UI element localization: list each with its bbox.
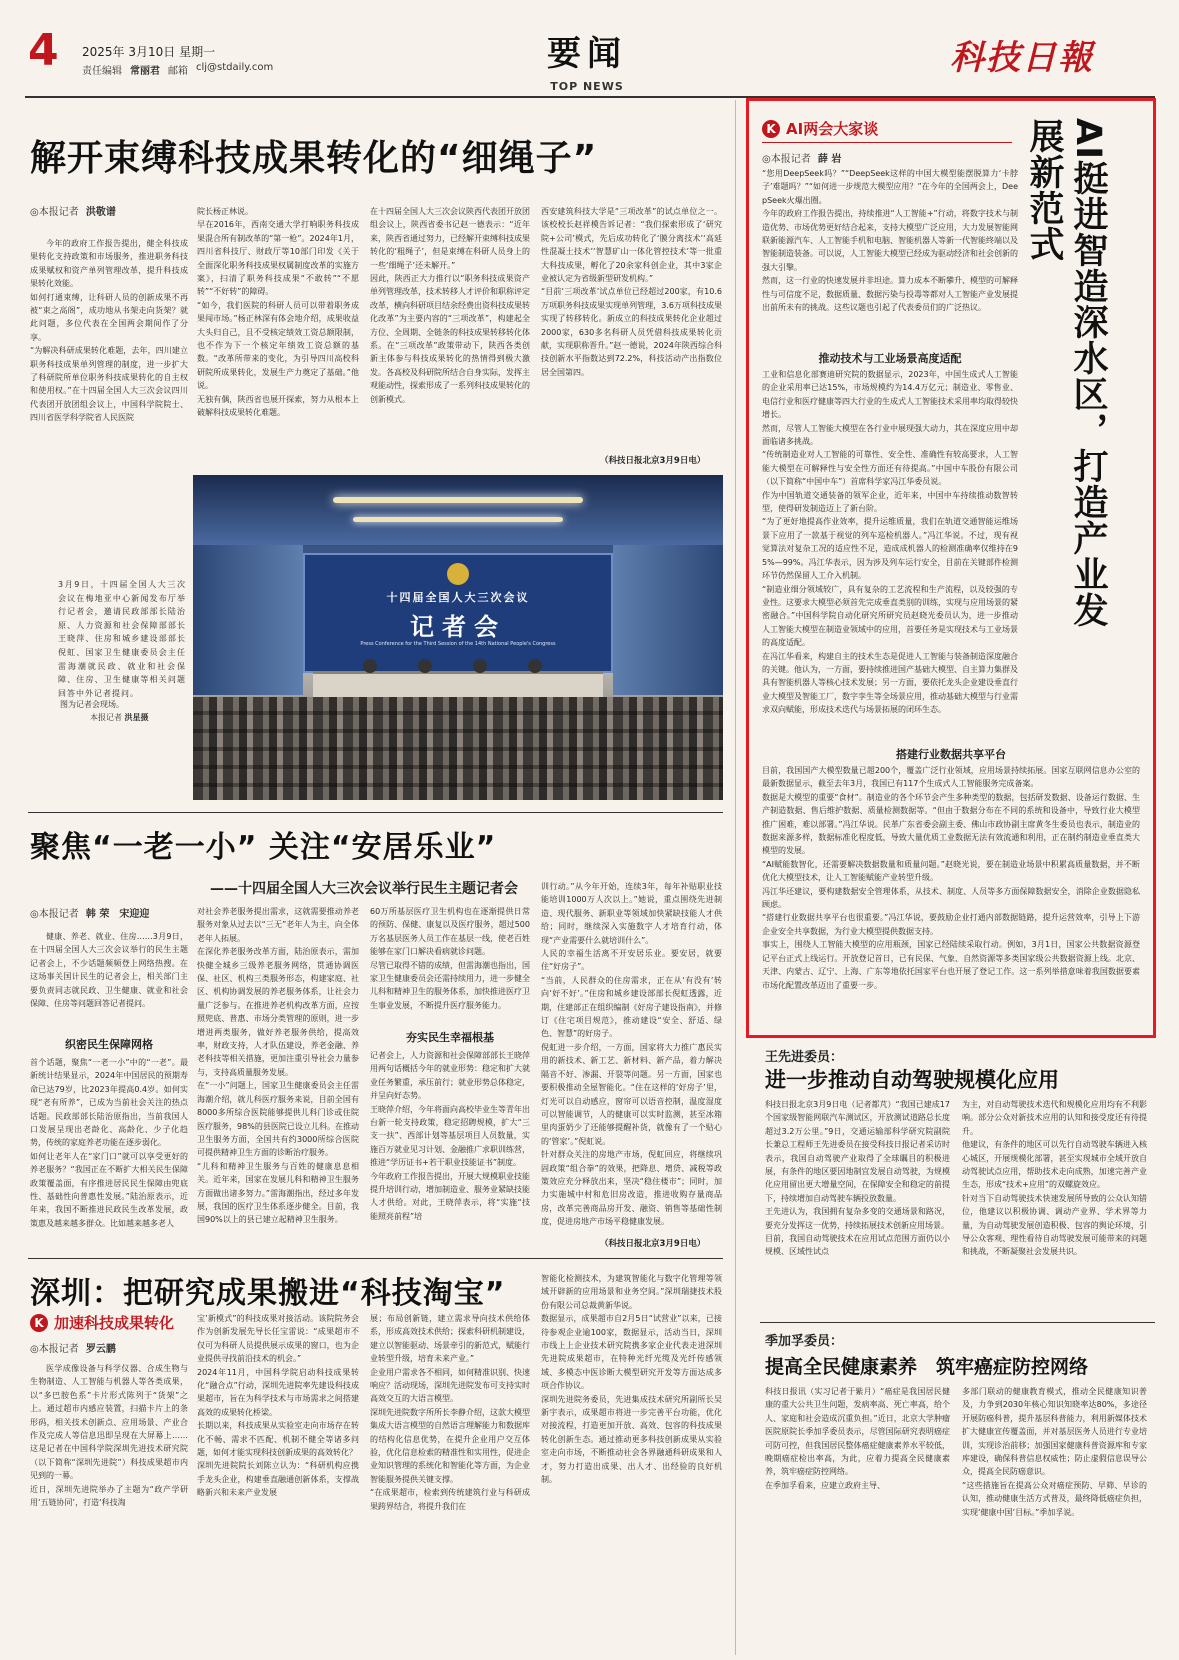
article3-kicker [30, 1312, 174, 1333]
editor-label: 责任编辑 [82, 66, 122, 77]
ai-sidebar-body1-wide [762, 636, 1140, 716]
ceiling [193, 475, 723, 545]
article2-col3 [370, 905, 530, 1250]
ji-col1: 科技日报讯（实习记者于紫月）“癌症是我国居民健康的重大公共卫生问题，发病率高、死亡率高，给个人、家庭和社会造成沉重负担。”近日，北京大学肿瘤医院原院长季加孚委员表示，尽管国际研究表明癌症可防可控，但我国居民整体癌症健康素养水平较低，晚期癌症检出率高，为此，应着力提高全民健康素养，筑牢癌症防控网络。 在季加孚看来，应建立政府主导、 [765, 1387, 950, 1490]
email-label: 邮箱 [168, 66, 188, 77]
article1-dateline: （科技日报北京3月9日电） [600, 456, 706, 466]
article3-col2: 宝’新模式”的科技成果对接活动。该院院务会作为创新发展先导长任宝雷说：“成果超市不仅可为科研人员提供展示成果的窗口，也为企业提供寻找前沿技术的机会。” 2024年11月，中国科学院启动科技成果转化“融合点”行动，深圳先进院率先建设科技成果超市，旨在为科学技术与市场需求之间搭建高效的成果转化桥梁。 长期以来，科技成果从实验室走向市场存在转化不畅、需求不匹配、机制不健全等诸多问题，如何才能实现科技创新成果的高效转化？ 深圳先进院院长刘陈立认为：“科研机构应携手龙头企业，构建垂直融通创新体系，支撑战略新兴和未来产业发展 [197, 1314, 359, 1498]
ji-rule [760, 1322, 1155, 1323]
kicker-label: AI两会大家谈 [786, 120, 879, 138]
article2-col2: 对社会养老服务提出需求，这就需要推动养老服务对象从过去以“三无”老年人为主，向全体老年人拓展。 在深化养老服务改革方面，陆治原表示，需加快健全城乡三级养老服务网络，贯通协调医保、社区、机构三类服务形态，构建家庭、社区、机构协调发展的养老服务体系，让社会力量广泛参与。在推进养老机构改革方面，应按照兜底、普惠、市场分类管理的原则，进一步增进两类服务，做好养老服务供给，提高效率，财政支持，人才队伍建设，养老金融、养老科技等相关措施，更加注重引导社会力量参与，支持高质量服务发展。 在“一小”问题上，国家卫生健康委员会主任雷海潮介绍，就儿科医疗服务来说，目前全国有8000多所综合医院能够提供儿科门诊或住院医疗服务，98%的县医院已设立儿科。在推动卫生服务方面，全国共有约3000所综合医院可提供精神卫生方面的诊断治疗服务。 “儿科和精神卫生服务与百姓的健康息息相关。近年来，国家在发展儿科和精神卫生服务方面做出诸多努力。”雷海潮指出，经过多年发展，我国的医疗卫生体系逐步健全。目前，我国90%以上的县已建立起精神卫生服务。 [197, 907, 359, 1225]
byline-name: 洪敬谱 [85, 207, 116, 218]
section-title: 要闻 [547, 34, 627, 74]
article1-title: 解开束缚科技成果转化的“细绳子” [30, 138, 598, 179]
ai-sidebar-byline [762, 150, 841, 165]
article2-subtitle: ——十四届全国人大三次会议举行民生主题记者会 [210, 881, 518, 897]
byline-prefix: ◎本报记者 [762, 154, 811, 165]
ai-sidebar-subhead1: 推动技术与工业场景高度适配 [818, 352, 962, 365]
email-address: clj@stdaily.com [196, 62, 274, 73]
ji-headline: 提高全民健康素养 筑牢癌症防控网络 [765, 1356, 1089, 1378]
speaker [528, 659, 542, 673]
section-subtitle: TOP NEWS [550, 80, 624, 93]
article2-byline [30, 905, 149, 920]
article2-dateline: （科技日报北京3月9日电） [600, 1239, 706, 1249]
article3-col1: 医学成像设备与科学仪器、合成生物与生物制造、人工智能与机器人等各类成果，以“多巴胺色系”卡片形式陈列于“货架”之上。通过超市内感应装置，扫描卡片上的条形码，相关技术创新点、应用场景、产业合作及完成人等信息迅即呈现在大屏幕上……这是记者在中国科学院深圳先进技术研究院（以下简称“深圳先进院”）科技成果超市内见到的一幕。 近日，深圳先进院举办了主题为“政产学研用‘五链协同’，打造‘科技淘 [30, 1364, 188, 1508]
page-number: 4 [28, 25, 59, 76]
speaker [473, 659, 487, 673]
left-wall [193, 545, 303, 695]
credit-prefix: 本报记者 [90, 713, 122, 722]
credit-name: 洪星摄 [124, 713, 149, 722]
backdrop-main: 记者会 [410, 613, 506, 641]
article2-col1-intro: 健康、养老、就业、住房……3月9日，在十四届全国人大三次会议举行的民生主题记者会上，不少话题频频登上网络热搜。在这场事关国计民生的记者会上，相关部门主要负责同志就民政、卫生健康、就业和社会保障、住房等问题回答记者提问。 [30, 932, 188, 1009]
photo-caption: 3月9日，十四届全国人大三次会议在梅地亚中心新闻发布厅举行记者会，邀请民政部部长陆治原、人力资源和社会保障部部长王晓萍、住房和城乡建设部部长倪虹、国家卫生健康委员会主任雷海潮就民政、就业和社会保障、住房、卫生健康等相关问题回答中外记者提问。 [58, 580, 186, 698]
article1-col1: 今年的政府工作报告提出，健全科技成果转化支持政策和市场服务，推进职务科技成果赋权和资产单列管理改革，提升科技成果转化效能。 如何打通束缚，让科研人员的创新成果不再被“束之高阁”，成功地从书架走向货架？就此问题，多位代表在全国两会期间作了分享。 “为解决科研成果转化难题，去年，四川建立职务科技成果单列管理的制度，进一步扩大了科研院所单位职务科技成果转化的自主权和使用权。”在十四届全国人大三次会议四川代表团开放团组会议上，中国科学院院士、四川省医学科学院省人民医院 [30, 239, 188, 423]
stage-backdrop [303, 553, 613, 673]
article1-col2: 院长杨正林说。 早在2016年，西南交通大学打响职务科技成果混合所有制改革的“第一枪”。2024年1月，四川省科技厅、财政厅等10部门印发《关于全面深化职务科技成果权属制度改革的实施方案》，扫清了职务科技成果“不敢转”“不愿转”“不好转”的障碍。 “如今，我们医院的科研人员可以带着职务成果闯市场。”杨正林深有体会地介绍，成果收益大头归自己，且不受核定绩效工资总额限制，也不作为下一个核定年绩效工资总额的基数。“改革所带来的变化，为引导四川高校科研院所成果转化，发展生产力奠定了基础。”他说。 无独有偶，陕西省也展开探索，努力从根本上破解科技成果转化难题。 [197, 207, 359, 418]
page-header [0, 0, 1179, 100]
wang-col1: 科技日报北京3月9日电（记者都芃）“我国已建成17个国家级智能网联汽车测试区，开放测试道路总长度超过3.2万公里。”9日，交通运输部科学研究院副院长兼总工程师王先进委员在接受科技日报记者采访时表示，我国自动驾驶产业取得了全球瞩目的积极进展，有条件的地区要因地制宜发展自动驾驶，为规模化应用留出更大增量空间，在保障安全和稳定的前提下，持续增加自动驾驶车辆投放数量。 王先进认为，我国拥有复杂多变的交通场景和路况，要充分发挥这一优势，持续拓展技术创新应用场景。 目前，我国自动驾驶技术在应用试点范围方面仍以小规模、区域性试点 [765, 1100, 950, 1257]
byline-names: 韩 荣 宋迎迎 [85, 909, 150, 920]
press-conference-photo [193, 475, 723, 800]
ji-label: 季加孚委员： [765, 1334, 844, 1349]
ceiling-light [333, 497, 583, 503]
article1-col3: 在十四届全国人大三次会议陕西代表团开放团组会议上，陕西省委书记赵一德表示：“近年来，陕西省通过努力，已经解开束缚科技成果转化的‘粗绳子’，但是束缚在科研人员身上的一些‘细绳子’还未解开。” 因此，陕西正大力推行以“职务科技成果资产单列管理改革，技术转移人才评价和职称评定改革，横向科研项目结余经费出资科技成果转化改革”为主要内容的“三项改革”，构建起全方位、全周期、全链条的科技成果转移转化体系。在“三项改革”政策带动下，陕西各类创新主体参与科技成果转化的热情得到极大激发。各高校及科研院所结合自身实际，发挥主观能动性，探索形成了一系列科技成果转化的创新模式。 [370, 207, 530, 404]
speaker [418, 659, 432, 673]
issue-date: 2025年 3月10日 星期一 [82, 45, 216, 59]
article3-rule [28, 1258, 723, 1259]
ceiling-light [353, 517, 563, 522]
byline-name: 薛 岩 [817, 154, 842, 165]
article3-byline [30, 1340, 116, 1355]
wang-col2: 为主，对自动驾驶技术迭代和规模化应用均有不利影响。部分公众对新技术应用的认知和接受度还有待提升。 他建议，有条件的地区可以先行自动驾驶车辆进入核心城区，开展规模化部署，甚至实现城市全域开放自动驾驶试点应用，帮助技术走向成熟，加速完善产业生态，形成“技术+应用”的双螺旋效应。 针对当下自动驾驶技术快速发展所导致的公众认知错位，他建议以积极协调、调动产业界、学术界等力量，为自动驾驶发展创造积极、包容的舆论环境，引导公众客观、理性看待自动驾驶发展可能带来的问题和挑战，不断凝聚社会发展共识。 [962, 1100, 1147, 1257]
ai-sidebar-headline: AI挺进智造深水区，打造产业发展新范式 [1024, 118, 1108, 629]
ai-sidebar-intro: “您用DeepSeek吗？”“DeepSeek这样的中国大模型能摆脱算力‘卡脖子’难题吗？”“如何进一步规范大模型应用？”在今年的全国两会上，DeepSeek火爆出圈。 今年的政府工作报告提出，持续推进“人工智能+”行动，将数字技术与制造优势、市场优势更好结合起来，支持大模型广泛应用，大力发展智能网联新能源汽车、人工智能手机和电脑、智能机器人等新一代智能终端以及智能制造装备。可以说，人工智能大模型已经成为驱动经济和社会创新的强大引擎。 然而，这一行业的快速发展并非坦途。算力成本不断攀升、模型的可解释性与可信度不足，数据质量、数据污染与投毒等都对人工智能产业发展提出前所未有的挑战。这些议题也引起了代表委员们的广泛热议。 [762, 169, 1018, 313]
ai-sidebar-body1: 工业和信息化部赛迪研究院的数据显示，2023年，中国生成式人工智能的企业采用率已达15%，市场规模约为14.4万亿元；制造业、零售业、电信行业和医疗健康等四大行业的生成式人工智能技术采用率均取得较快增长。 然而，尽管人工智能大模型在各行业中展现强大动力，其在深度应用中却面临诸多挑战。 “传统制造业对人工智能的可靠性、安全性、准确性有较高要求，人工智能大模型在可解释性与安全性方面还有待提高。”中国中车股份有限公司（以下简称“中国中车”）首席科学家冯江华委员说。 作为中国轨道交通装备的领军企业，近年来，中国中车持续推动数智转型，使得研发制造迈上了新台阶。 “为了更好地提高作业效率，提升运维质量，我们在轨道交通智能运维场景下应用了一款基于视觉的列车巡检机器人。”冯江华说。不过，现有视觉算法对复杂工况的适应性不足，造成成机器人的检测准确率仅维持在95%—99%。冯江华表示，因为涉及列车运行安全，目前在关键部件检测环节仍然保留人工介入机制。 “制造业细分领域较广，具有复杂的工艺流程和生产流程，以及较强的专业性。这要求大模型必须首先完成垂直类别的训练，实现与应用场景的紧密融合。”中国科学院自动化研究所研究员赵晓光委员认为，进一步推动人工智能大模型在制造业领域中的应用，首要任务是实现技术与工业场景的高度适配。 在冯江华看来，构建自主的技术生态是促进人工智能与装备制造深度融合的关键。他认为，一方面，要持续推进国产基础大模型、自主算力集群及具有智能机器人等核心技术发展；另一方面，要依托龙头企业建设垂直行业大模型及智能工厂，数字孪生等全场景应用，推动基础大模型与行业需求双向赋能，形成技术迭代与场景拓展的闭环生态。 [762, 370, 1018, 715]
editor-line [82, 62, 273, 77]
article2-col4: 训行动。”从今年开始，连续3年，每年补贴职业技能培训1000万人次以上。”她说，重点围绕先进制造、现代服务、新职业等领域加快紧缺技能人才供给；同时，继续深入实施数字人才培育行动，体现“产业需要什么就培训什么”。 人民的幸福生活离不开安居乐业。要安居，就要住“好房子”。 “当前，人民群众的住房需求，正在从‘有没有’转向‘好不好’。”住房和城乡建设部部长倪虹透露，近期，住建部正在组织编制《好房子建设指南》，并修订《住宅项目规范》，推动建设“安全、舒适、绿色、智慧”的好房子。 倪虹进一步介绍，一方面，国家将大力推广惠民实用的新技术、新工艺、新材料、新产品，着力解决隔音不好、渗漏、开裂等问题。另一方面，国家也要积极推动全屋智能化。“住在这样的‘好房子’里，灯光可以自动感应，窗帘可以语音控制，温度湿度可以智能调节，人的健康可以实时监测，甚至冰箱里肉蛋奶少了还能够提醒补货，就像有了一个贴心的‘管家’。”倪虹说。 针对群众关注的房地产市场，倪虹回应，将继续巩固政策“组合拳”的效果，把降息、增贷、减税等政策效应充分释放出来，坚决“稳住楼市”；同时，加力实施城中村和危旧房改造，推进收购存量商品房，改革完善商品房开发、融资、销售等基础性制度，促进房地产市场平稳健康发展。 [541, 882, 722, 1227]
newspaper-logo: 科技日報 [950, 38, 1094, 78]
k-logo-icon: K [30, 1314, 48, 1332]
right-wall [613, 545, 723, 695]
wang-label: 王先进委员： [765, 1050, 844, 1065]
article2-subhead2: 夯实民生幸福根基 [406, 1031, 494, 1044]
article2-col1-body: 首个话题，聚焦“一老一小”中的“一老”。最新统计结果显示，2024年中国居民的预期寿命已达79岁，比2023年提高0.4岁。如何实现“老有所养”，已成为当前社会关注的热点话题。民政部部长陆治原指出，当前我国人口发展呈现出老龄化、高龄化、少子化趋势，传统的家庭养老功能在逐步弱化。 如何让老年人在“家门口”就可以享受更好的养老服务？“我国正在不断扩大相关民生保障政策覆盖面，有序推进居民民生保障由兜底性、基础性向普惠性发展。”陆治原表示，近年来，我国不断推进民政民生改革发展，政策惠及越来越多群众。比如越来越多老人 [30, 1058, 188, 1228]
article2-rule [28, 812, 723, 813]
photo-credit-line: 图为记者会现场。 [60, 700, 124, 709]
kicker-label: 加速科技成果转化 [54, 1314, 175, 1332]
editor-name: 常丽君 [130, 66, 160, 77]
article2-col3-intro: 60万所基层医疗卫生机构也在逐渐提供日常的预防、保健、康复以及医疗服务，超过500万名基层医务人员工作在基层一线，使老百姓能够在家门口解决看病就诊问题。 尽管已取得不错的成绩，但雷海潮也指出，国家卫生健康委员会还需持续用力，进一步健全儿科和精神卫生的服务体系，加快推进医疗卫生事业发展，不断提升医疗服务能力。 [370, 907, 530, 1010]
k-logo-icon: K [762, 120, 780, 138]
article2-col3-body: 记者会上，人力资源和社会保障部部长王晓萍用两句话概括今年的就业形势：稳定和扩大就业任务繁重，承压前行；就业形势总体稳定，并呈向好态势。 王晓萍介绍，今年将面向高校毕业生等青年出台新一轮支持政策，稳定招聘规模，扩大“三支一扶”、西部计划等基层项目人员数量，实施百万就业见习计划、金融推广求职训练营，推进“学历证书+若干职业技能证书”制度。 今年政府工作报告提出，开展大规模职业技能提升培训行动，增加制造业、服务业紧缺技能人才供给。对此，王晓萍表示，将“实施“技能照亮前程”培 [370, 1051, 530, 1221]
byline-name: 罗云鹏 [85, 1344, 116, 1355]
wang-headline: 进一步推动自动驾驶规模化应用 [765, 1068, 1059, 1092]
article3-col3: 展；布局创新链，建立需求导向技术供给体系，形成高效技术供给；探索科研机制建设，建立以智能驱动、场景牵引的新范式，赋能行业转型升级，培育未来产业。” 企业用户需求各不相同，如何精准识别、快速响应？活动现场，深圳先进院发布可支持实时高效交互的大语言模型。 深圳先进院数字所所长李静介绍，这款大模型集成大语言模型的自然语言理解能力和数据库的结构化信息优势，在提升企业用户交互体验，优化信息检索的精准性和实用性，促进企业知识管理的系统化和智能化等方面，为企业智能服务提供关键支撑。 “在成果超市，检索到传统建筑行业与科研成果跨界结合，将提升我们在 [370, 1314, 530, 1511]
byline-prefix: ◎本报记者 [30, 909, 79, 920]
column-divider [735, 100, 736, 1655]
ai-sidebar-body2: 目前，我国国产大模型数量已超200个，覆盖广泛行业领域，应用场景持续拓展。国家互联网信息办公室的最新数据显示，截至去年3月，我国已有117个生成式人工智能服务完成备案。 数据是大模型的重要“食材”。制造业的各个环节会产生多种类型的数据，包括研发数据、设备运行数据、生产制造数据、售后维护数据、质量检测数据等。“但由于数据分布在不同的系统和设备中，导致行业大模型推广困难，难以部署。”冯江华说。民革广东省委会副主委、佛山市政协副主席黄冬生委员也表示，制造业的数据来源多样，数据标准化程度低，导致大量优质工业数据无法有效流通和利用，正在制约制造业垂直类大模型的发展。 “AI赋能数智化，还需要解决数据数量和质量问题。”赵晓光说，要在制造业场景中积累高质量数据，并不断优化大模型技术，让人工智能赋能产业转型升级。 冯江华还建议，要构建数据安全管理体系，从技术、制度、人员等多方面保障数据安全，消除企业数据隐私顾虑。 “搭建行业数据共享平台也很重要。”冯江华说，要鼓励企业打通内部数据链路，提升运营效率，引导上下游企业安全共享数据，为行业大模型提供数据支持。 事实上，围绕人工智能大模型的应用瓶颈，国家已经陆续采取行动。例如，3月1日，国家公共数据资源登记平台正式上线运行。开放登记首日，已有民保、气象、自然资源等多类国家级公共数据资源上线。北京、天津、内蒙古、辽宁、上海、广东等地依托国家平台也开展了登记工作。这一系列举措意味着我国数据要素市场化配置改革迈出了重要一步。 [762, 766, 1140, 990]
article2-title: 聚焦“一老一小” 关注“安居乐业” [30, 830, 497, 865]
article2-col1 [30, 930, 188, 1250]
article1-col4: 西安建筑科技大学是“三项改革”的试点单位之一。该校校长赵祥模告诉记者：“我们探索形成了‘研究院+公司’模式，先后成功转化了‘膜分离技术’‘高延性混凝土技术’‘智慧矿山一体化管控技术’等一批重大科技成果，孵化了20余家科创企业，其中3家企业被认定为省级新型研发机构。” “目前‘三项改革’试点单位已经超过200家，有10.6万项职务科技成果实现单列管理，3.6万项科技成果实现了转移转化。新成立的科技成果转化企业超过2000家，630多名科研人员凭借科技成果转化贡献，实现职称晋升。”赵一德说，2024年陕西综合科技创新水平指数达到72.2%，科技活动产出指数位居全国第四。 [541, 207, 722, 377]
backdrop-english: Press Conference for the Third Session of the 14th National People's Congress [360, 641, 556, 647]
ai-sidebar-kicker [762, 118, 878, 139]
byline-prefix: ◎本报记者 [30, 1344, 79, 1355]
backdrop-emblem [447, 563, 469, 585]
speaker [363, 659, 377, 673]
article2-subhead1: 织密民生保障网格 [65, 1038, 153, 1051]
article1-byline [30, 203, 116, 218]
article3-col4: 智能化检测技术，为建筑智能化与数字化管理等领域开辟新的应用场景和业务空间。”深圳瑞捷技术股份有限公司总裁黄新华说。 数据显示，成果超市自2月5日“试营业”以来，已接待参观企业逾100家，数据显示，活动当日，深圳市线上上企业技术研究院携多家企业代表走进深圳先进院成果超市，在特种光纤光缆及光纤传感领域、多模态中医诊断大模型研究开发等方面达成多项合作协议。 深圳先进院务委员，先进集成技术研究所副所长吴新宇表示，成果超市将进一步完善平台功能，优化对接流程，打造更加开放、高效、包容的科技成果转化创新生态。通过推动更多科技创新成果从实验室走向市场，不断推动社会各界融通科研成果和人才，努力打造出成果、出人才、出经验的良好机制。 [541, 1274, 722, 1485]
ai-sidebar-subhead2: 搭建行业数据共享平台 [896, 748, 1006, 761]
article3-title: 深圳：把研究成果搬进“科技淘宝” [30, 1276, 506, 1311]
audience-rows [193, 697, 723, 800]
ai-sidebar-rule [762, 142, 1012, 143]
photo-credit [90, 712, 149, 723]
ji-col2: 多部门联动的健康教育模式，推动全民健康知识普及，力争到2030年核心知识知晓率达80%，多途径开展防癌科普，提升基层科普能力，利用新媒体技术扩大健康宣传覆盖面，并对基层医务人员进行专业培训，实现诊治前移；加强国家健康科普资源库和专家库建设，确保科普信息权威性；防止虚假信息误导公众，提高全民防癌意识。 “这些措施旨在提高公众对癌症预防、早筛、早诊的认知，推动健康生活方式普及，最终降低癌症负担，实现‘健康中国’目标。”季加孚说。 [962, 1387, 1147, 1517]
stage-table [313, 671, 603, 697]
byline-prefix: ◎本报记者 [30, 207, 79, 218]
backdrop-title: 十四届全国人大三次会议 [386, 591, 530, 604]
